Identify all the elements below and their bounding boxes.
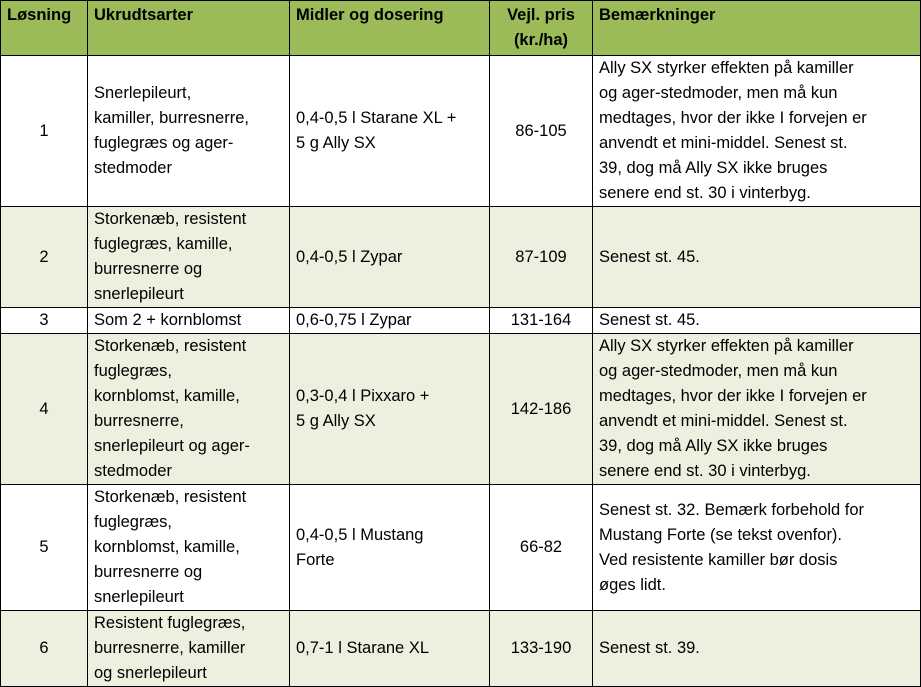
losning-cell: 5 [1,485,88,611]
bemaerkninger-cell: Ally SX styrker effekten på kamiller og ager-stedmoder, men må kun medtages, hvor der ikke I forvejen er anvendt et mini-middel. Senest st. 39, dog må Ally SX ikke bruges senere end st. 30 i vinterbyg. [593,334,921,485]
header-bemaerkninger: Bemærkninger [593,1,921,56]
losning-cell: 3 [1,308,88,334]
pris-cell: 87-109 [490,207,593,308]
ukrudtsarter-cell: Resistent fuglegræs, burresnerre, kamiller og snerlepileurt [88,611,290,687]
table-row [1,334,921,485]
midler-cell: 0,4-0,5 l Mustang Forte [290,485,490,611]
losning-cell: 6 [1,611,88,687]
midler-cell: 0,4-0,5 l Starane XL + 5 g Ally SX [290,56,490,207]
table-row [1,611,921,687]
ukrudtsarter-cell: Storkenæb, resistent fuglegræs, kornblomst, kamille, burresnerre og snerlepileurt [88,485,290,611]
pris-cell: 142-186 [490,334,593,485]
bemaerkninger-cell: Ally SX styrker effekten på kamiller og ager-stedmoder, men må kun medtages, hvor der ikke I forvejen er anvendt et mini-middel. Senest st. 39, dog må Ally SX ikke bruges senere end st. 30 i vinterbyg. [593,56,921,207]
midler-cell: 0,6-0,75 l Zypar [290,308,490,334]
bemaerkninger-cell: Senest st. 45. [593,207,921,308]
ukrudtsarter-cell: Som 2 + kornblomst [88,308,290,334]
table-row [1,207,921,308]
header-midler: Midler og dosering [290,1,490,56]
table-row [1,308,921,334]
losning-cell: 1 [1,56,88,207]
ukrudtsarter-cell: Storkenæb, resistent fuglegræs, kamille, burresnerre og snerlepileurt [88,207,290,308]
losning-cell: 4 [1,334,88,485]
pris-cell: 66-82 [490,485,593,611]
bemaerkninger-cell: Senest st. 45. [593,308,921,334]
ukrudtsarter-cell: Storkenæb, resistent fuglegræs, kornblomst, kamille, burresnerre, snerlepileurt og ager- stedmoder [88,334,290,485]
midler-cell: 0,7-1 l Starane XL [290,611,490,687]
pris-cell: 133-190 [490,611,593,687]
pris-cell: 131-164 [490,308,593,334]
table-row [1,485,921,611]
losning-cell: 2 [1,207,88,308]
header-pris: Vejl. pris (kr./ha) [490,1,593,56]
table-row [1,56,921,207]
bemaerkninger-cell: Senest st. 39. [593,611,921,687]
midler-cell: 0,3-0,4 l Pixxaro + 5 g Ally SX [290,334,490,485]
header-ukrudtsarter: Ukrudtsarter [88,1,290,56]
header-losning: Løsning [1,1,88,56]
header-row [1,1,921,56]
midler-cell: 0,4-0,5 l Zypar [290,207,490,308]
bemaerkninger-cell: Senest st. 32. Bemærk forbehold for Mustang Forte (se tekst ovenfor). Ved resistente kamiller bør dosis øges lidt. [593,485,921,611]
pris-cell: 86-105 [490,56,593,207]
ukrudtsarter-cell: Snerlepileurt, kamiller, burresnerre, fuglegræs og ager- stedmoder [88,56,290,207]
